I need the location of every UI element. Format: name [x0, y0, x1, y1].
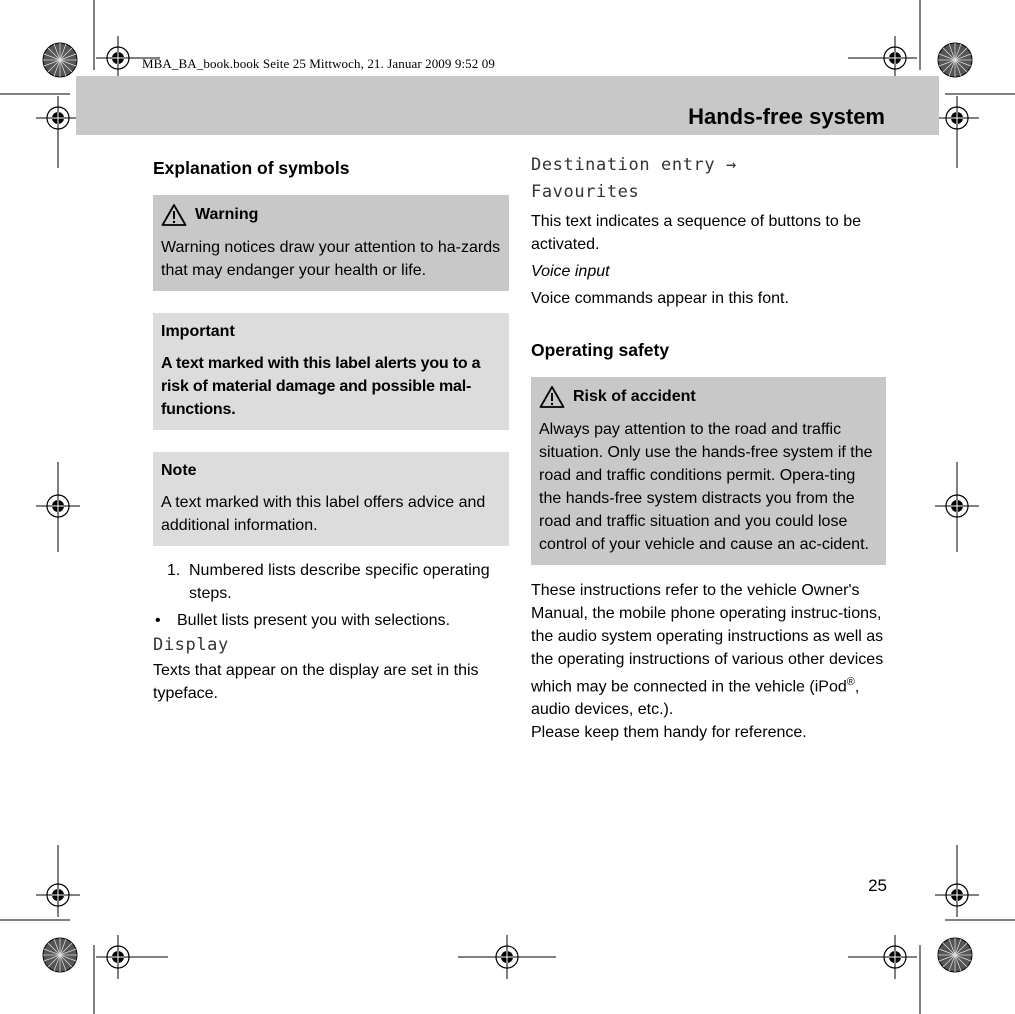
list-item — [153, 559, 509, 605]
important-box — [153, 313, 509, 430]
page-header — [76, 76, 939, 135]
list-item-text: Bullet lists present you with selections. — [177, 612, 451, 629]
note-box — [153, 452, 509, 546]
instructions-text: These instructions refer to the vehicle Owner's Manual, the mobile phone operating instruc-tions, the audio system operating instructions as well as the operating instructions of various other devices which may be connected in the vehicle (iPod — [531, 582, 884, 696]
star-target-icon — [938, 938, 972, 972]
warning-triangle-icon — [539, 385, 565, 409]
voice-text: Voice commands appear in this font. — [531, 290, 789, 307]
voice-sample: Voice input — [531, 263, 610, 280]
display-text: Texts that appear on the display are set in this typeface. — [153, 662, 479, 702]
warning-box-title: Warning — [195, 206, 259, 223]
important-box-title: Important — [161, 323, 235, 340]
left-column — [153, 155, 509, 705]
star-target-icon — [43, 938, 77, 972]
note-box-text: A text marked with this label offers advice and additional information. — [161, 494, 486, 534]
section-heading: Operating safety — [531, 340, 670, 360]
page-number: 25 — [868, 876, 887, 895]
print-slug: MBA_BA_book.book Seite 25 Mittwoch, 21. Januar 2009 9:52 09 — [142, 56, 495, 71]
sequence-text: This text indicates a sequence of buttons to be activated. — [531, 213, 861, 253]
instructions-note: Please keep them handy for reference. — [531, 724, 807, 742]
bullet-glyph: • — [155, 612, 161, 629]
warning-triangle-icon — [161, 203, 187, 227]
list-item — [153, 609, 509, 632]
star-target-icon — [43, 43, 77, 77]
important-box-text: A text marked with this label alerts you to a risk of material damage and possible mal-functions. — [161, 355, 481, 418]
display-sequence-line-2: Favourites — [531, 182, 640, 202]
section-heading: Explanation of symbols — [153, 158, 350, 178]
note-box-title: Note — [161, 462, 197, 479]
list-item-text: Numbered lists describe specific operating steps. — [189, 562, 490, 602]
numbered-list — [153, 559, 509, 605]
warning-box — [153, 195, 509, 291]
instructions-paragraph — [531, 579, 886, 744]
accident-warning-box — [531, 377, 886, 565]
display-sequence-line-1: Destination entry → — [531, 155, 737, 175]
right-column — [531, 152, 886, 744]
instructions-text-end: , audio devices, etc.). — [531, 678, 860, 719]
list-item-number: 1. — [167, 562, 181, 579]
warning-box-text: Warning notices draw your attention to ha-zards that may endanger your health or life. — [161, 239, 501, 279]
star-target-icon — [938, 43, 972, 77]
page-title: Hands-free system — [688, 104, 885, 129]
accident-box-title: Risk of accident — [573, 388, 696, 405]
bullet-list — [153, 609, 509, 632]
display-sample: Display — [153, 635, 229, 655]
registered-mark: ® — [846, 676, 855, 688]
accident-box-text: Always pay attention to the road and traffic situation. Only use the hands-free system if the road and traffic conditions permit. Opera-ting the hands-free system distracts you from the road and traffic situation and you could lose control of your vehicle and cause an ac-cident. — [539, 421, 873, 553]
